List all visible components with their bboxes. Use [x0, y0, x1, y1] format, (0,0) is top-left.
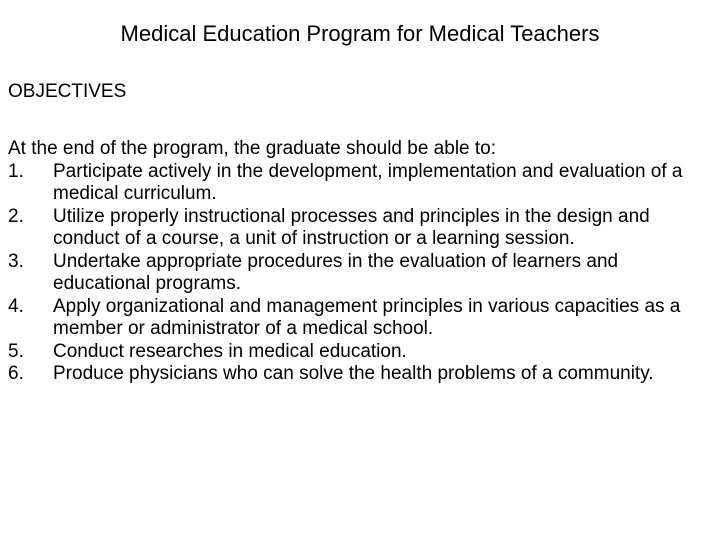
objective-text: Apply organizational and management principles in various capacities as a member or administrator of a medical school. — [53, 295, 681, 339]
objective-item — [8, 363, 708, 386]
objective-text: Conduct researches in medical education. — [53, 340, 407, 362]
objectives-content — [8, 138, 708, 386]
objective-number: 2. — [8, 205, 24, 227]
objective-number: 6. — [8, 363, 24, 384]
objective-item — [8, 251, 708, 296]
objective-number: 3. — [8, 250, 24, 272]
objective-number: 5. — [8, 340, 24, 362]
intro-text: At the end of the program, the graduate should be able to: — [8, 138, 497, 159]
objective-number: 4. — [8, 295, 24, 317]
objective-item — [8, 341, 708, 364]
objective-item — [8, 206, 708, 251]
objective-text: Participate actively in the development, implementation and evaluation of a medical curriculum. — [53, 160, 683, 204]
objective-item — [8, 296, 708, 341]
objective-text: Undertake appropriate procedures in the evaluation of learners and educational programs. — [53, 250, 619, 294]
section-heading: OBJECTIVES — [8, 81, 127, 102]
objective-text: Produce physicians who can solve the health problems of a community. — [53, 363, 654, 384]
page-title: Medical Education Program for Medical Teachers — [120, 21, 600, 46]
objectives-list — [8, 161, 708, 386]
objective-number: 1. — [8, 160, 24, 182]
objective-text: Utilize properly instructional processes and principles in the design and conduct of a course, a unit of instruction or a learning session. — [53, 205, 650, 249]
objective-item — [8, 161, 708, 206]
